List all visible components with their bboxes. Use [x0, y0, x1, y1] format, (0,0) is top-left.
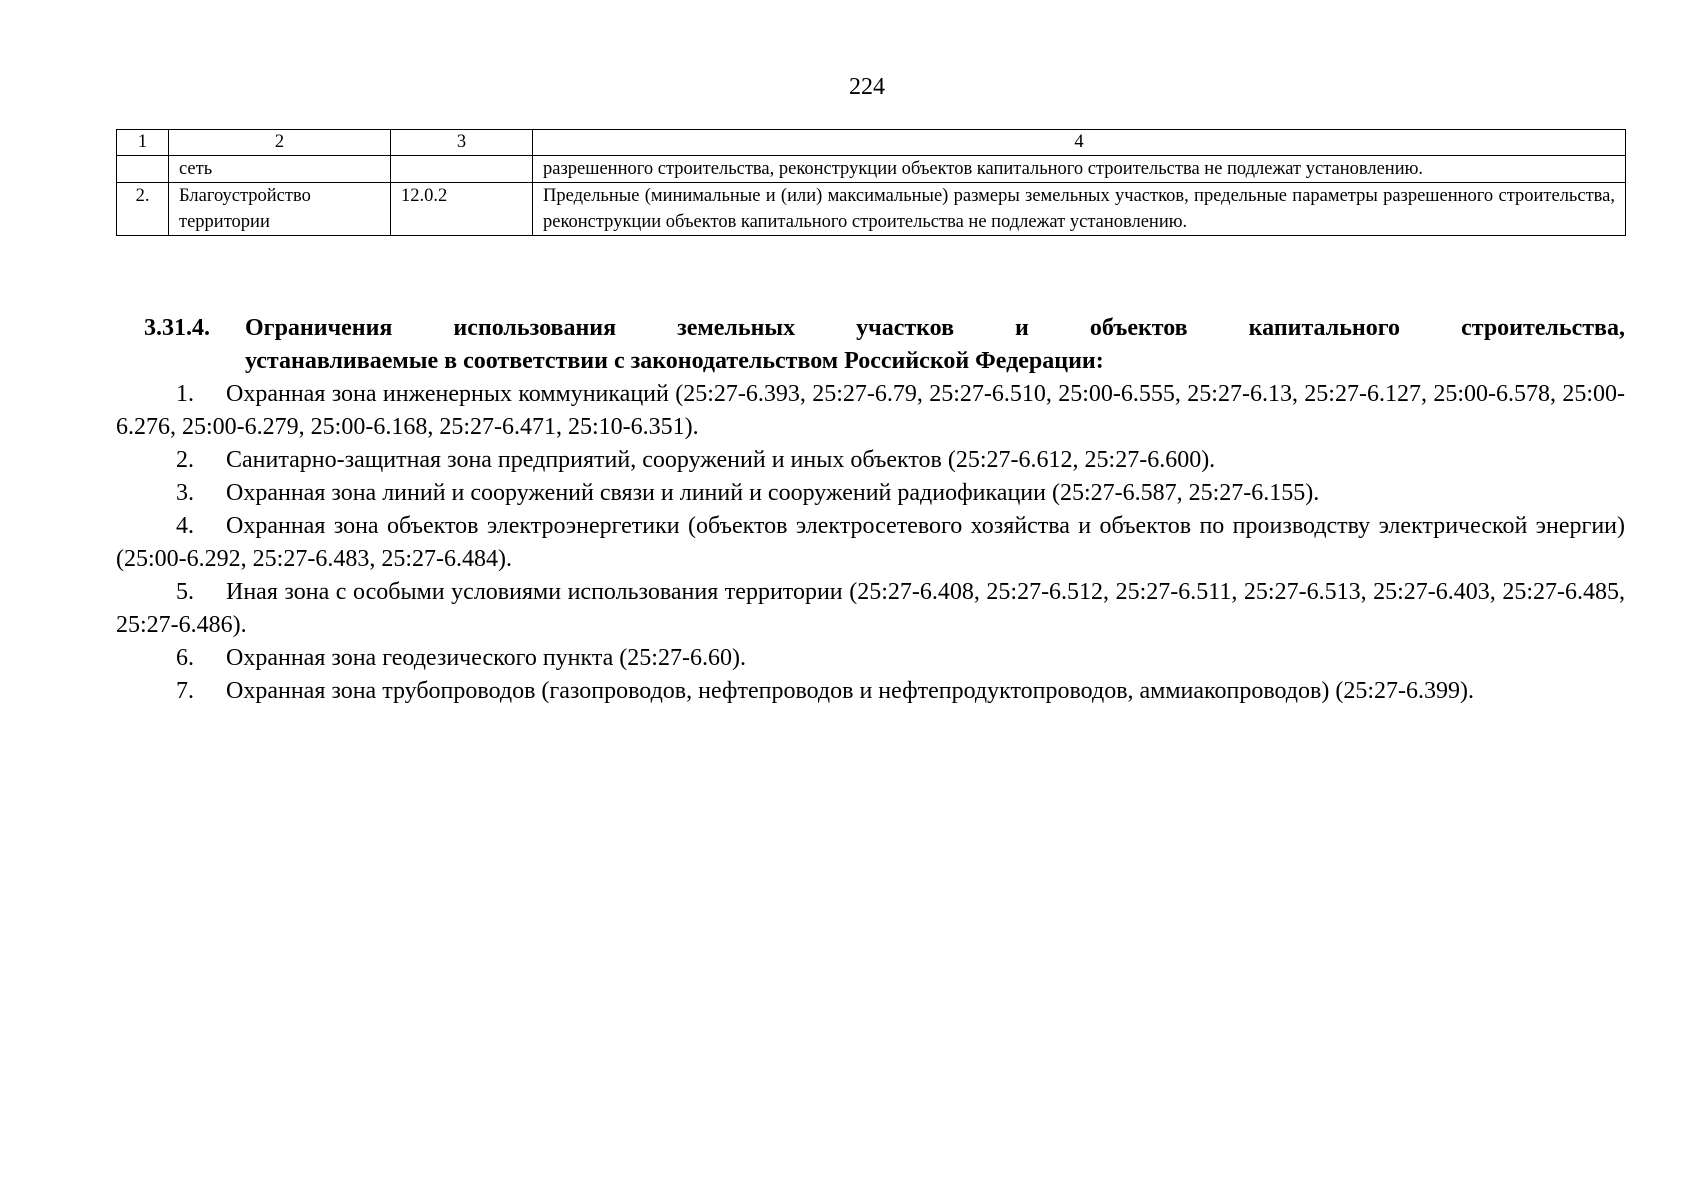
list-item-text: Охранная зона объектов электроэнергетики (объектов электросетевого хозяйства и объектов по производству электрической энергии) (25:00-6.292, 25:27-6.483, 25:27-6.484).: [116, 513, 1625, 572]
list-item: [116, 675, 1625, 708]
list-item-number: 3.: [176, 480, 194, 506]
list-item: [116, 642, 1625, 675]
section-heading: [116, 312, 1625, 378]
list-item-text: Иная зона с особыми условиями использования территории (25:27-6.408, 25:27-6.512, 25:27-6.511, 25:27-6.513, 25:27-6.403, 25:27-6.485, 25:27-6.486).: [116, 579, 1625, 638]
list-item-text: Охранная зона линий и сооружений связи и линий и сооружений радиофикации (25:27-6.587, 25:27-6.155).: [226, 480, 1320, 506]
row-text-cell: разрешенного строительства, реконструкции объектов капитального строительства не подлежат установлению.: [533, 156, 1626, 183]
table-row: [117, 183, 1626, 236]
section-title-line: Ограничения использования земельных участков и объектов капитального строительства,: [245, 315, 1625, 341]
list-item-text: Охранная зона геодезического пункта (25:27-6.60).: [226, 645, 746, 671]
list-item-text: Охранная зона трубопроводов (газопроводов, нефтепроводов и нефтепродуктопроводов, аммиакопроводов) (25:27-6.399).: [226, 678, 1474, 704]
list-item-number: 5.: [176, 579, 194, 605]
row-number-cell: 2.: [117, 183, 169, 236]
section-title: [245, 312, 1625, 378]
table-header-cell: 1: [117, 130, 169, 156]
row-name-cell: сеть: [169, 156, 391, 183]
page-number: 224: [849, 74, 885, 100]
table-header-cell: 3: [391, 130, 533, 156]
list-item: [116, 576, 1625, 642]
list-item-text: Санитарно-защитная зона предприятий, сооружений и иных объектов (25:27-6.612, 25:27-6.600).: [226, 447, 1216, 473]
table-header-cell: 2: [169, 130, 391, 156]
list-item: [116, 444, 1625, 477]
list-item-number: 7.: [176, 678, 194, 704]
section-title-line: устанавливаемые в соответствии с законодательством Российской Федерации:: [245, 348, 1104, 374]
row-number-cell: [117, 156, 169, 183]
restrictions-section: [116, 312, 1625, 708]
list-item-number: 1.: [176, 381, 194, 407]
list-item-number: 2.: [176, 447, 194, 473]
list-item: [116, 510, 1625, 576]
list-item: [116, 378, 1625, 444]
row-text-cell: Предельные (минимальные и (или) максимальные) размеры земельных участков, предельные параметры разрешенного строительства, реконструкции объектов капитального строительства не подлежат установлению.: [533, 183, 1626, 236]
regulations-table: [116, 129, 1626, 236]
list-item: [116, 477, 1625, 510]
table-header-row: [117, 130, 1626, 156]
table-row: [117, 156, 1626, 183]
table-header-cell: 4: [533, 130, 1626, 156]
row-code-cell: [391, 156, 533, 183]
row-code-cell: 12.0.2: [391, 183, 533, 236]
list-item-text: Охранная зона инженерных коммуникаций (25:27-6.393, 25:27-6.79, 25:27-6.510, 25:00-6.555, 25:27-6.13, 25:27-6.127, 25:00-6.578, 25:00-6.276, 25:00-6.279, 25:00-6.168, 25:27-6.471, 25:10-6.351).: [116, 381, 1625, 440]
list-item-number: 4.: [176, 513, 194, 539]
row-name-cell: Благоустройство территории: [169, 183, 391, 236]
list-item-number: 6.: [176, 645, 194, 671]
section-number: 3.31.4.: [144, 315, 210, 341]
